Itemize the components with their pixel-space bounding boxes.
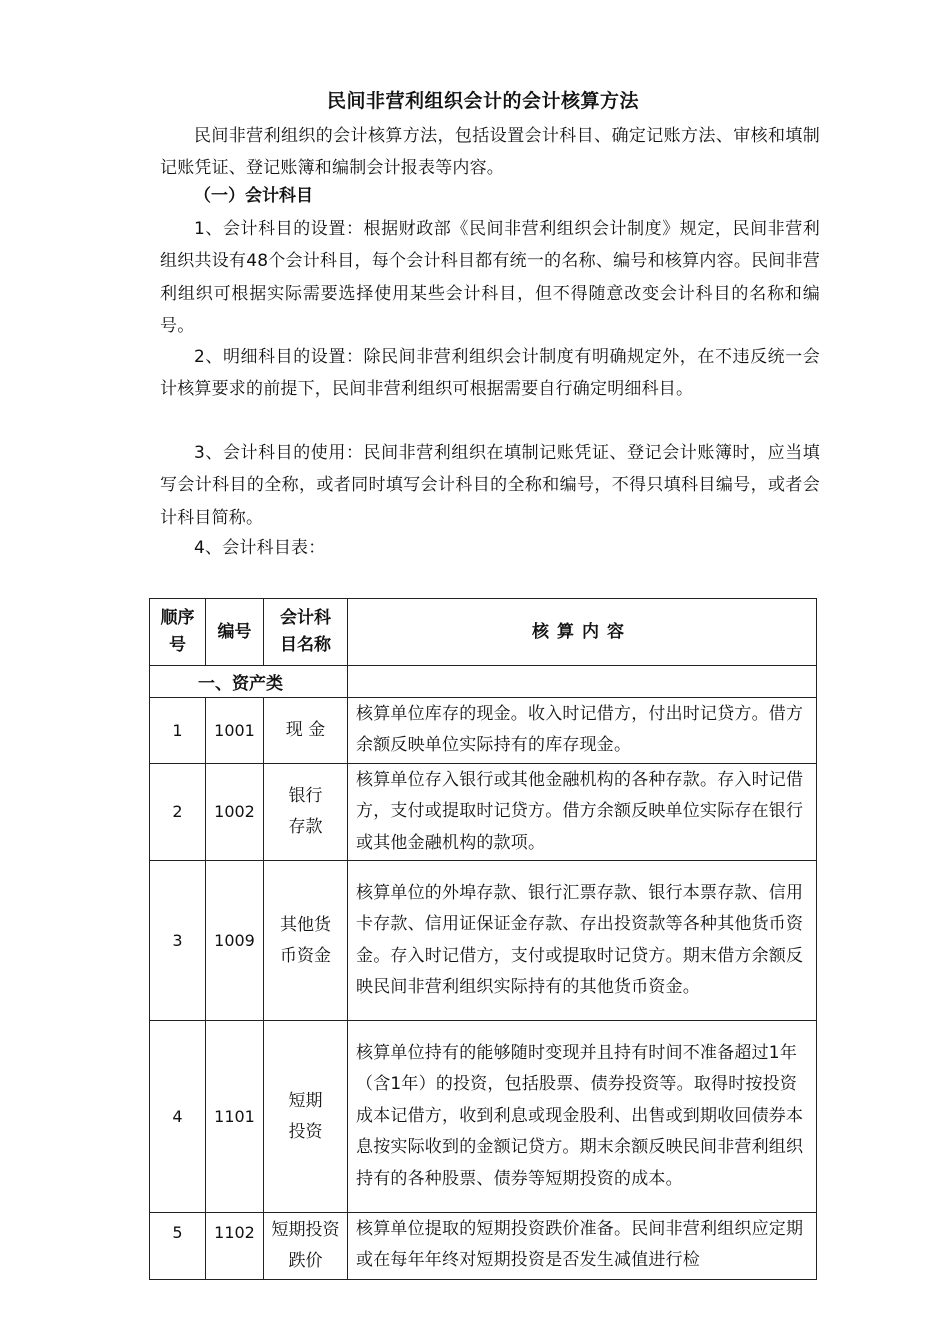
row-desc: 核算单位库存的现金。收入时记借方，付出时记贷方。借方余额反映单位实际持有的库存现金。 <box>348 698 817 764</box>
row-name: 其他货币资金 <box>264 861 348 1021</box>
section-empty-cell <box>348 666 817 698</box>
row-desc: 核算单位持有的能够随时变现并且持有时间不准备超过1年（含1年）的投资，包括股票、债券投资等。取得时按投资成本记借方，收到利息或现金股利、出售或到期收回债券本息按实际收到的金额记贷方。期末余额反映民间非营利组织持有的各种股票、债券等短期投资的成本。 <box>348 1021 817 1213</box>
row-seq: 1 <box>150 698 206 764</box>
row-seq: 2 <box>150 763 206 860</box>
section-assets-label: 一、资产类 <box>150 666 348 698</box>
document-title: 民间非营利组织会计的会计核算方法 <box>326 90 639 112</box>
row-code: 1002 <box>206 763 264 860</box>
header-seq: 顺序号 <box>150 599 206 666</box>
intro-paragraph: 民间非营利组织的会计核算方法，包括设置会计科目、确定记账方法、审核和填制记账凭证、登记账簿和编制会计报表等内容。 <box>160 126 820 179</box>
row-desc <box>348 1213 817 1280</box>
table-row <box>150 861 817 1021</box>
row-code: 1001 <box>206 698 264 764</box>
paragraph-account-table-intro: 4、会计科目表： <box>194 538 326 558</box>
table-row <box>150 698 817 764</box>
row-desc: 核算单位存入银行或其他金融机构的各种存款。存入时记借方，支付或提取时记贷方。借方余额反映单位实际存在银行或其他金融机构的款项。 <box>348 763 817 860</box>
row-name: 短期投资跌价 <box>264 1213 348 1280</box>
header-name: 会计科目名称 <box>264 599 348 666</box>
table-row <box>150 1213 817 1280</box>
paragraph-detail-accounts: 2、明细科目的设置：除民间非营利组织会计制度有明确规定外，在不违反统一会计核算要求的前提下，民间非营利组织可根据需要自行确定明细科目。 <box>160 347 820 400</box>
row-seq: 3 <box>150 861 206 1021</box>
row-code: 1102 <box>206 1213 264 1280</box>
table-row <box>150 763 817 860</box>
header-code: 编号 <box>206 599 264 666</box>
table-row <box>150 1021 817 1213</box>
row-name: 银行存款 <box>264 763 348 860</box>
section-heading-accounts: （一）会计科目 <box>194 186 313 206</box>
row-desc: 核算单位的外埠存款、银行汇票存款、银行本票存款、信用卡存款、信用证保证金存款、存出投资款等各种其他货币资金。存入时记借方，支付或提取时记贷方。期末借方余额反映民间非营利组织实际持有的其他货币资金。 <box>348 861 817 1021</box>
row-code: 1101 <box>206 1021 264 1213</box>
row-code: 1009 <box>206 861 264 1021</box>
paragraph-account-setup: 1、会计科目的设置：根据财政部《民间非营利组织会计制度》规定，民间非营利组织共设有48个会计科目，每个会计科目都有统一的名称、编号和核算内容。民间非营利组织可根据实际需要选择使用某些会计科目，但不得随意改变会计科目的名称和编号。 <box>160 219 820 337</box>
row-seq: 5 <box>150 1213 206 1280</box>
row-desc-text: 核算单位提取的短期投资跌价准备。民间非营利组织应定期或在每年年终对短期投资是否发生减值进行检 <box>356 1219 804 1271</box>
paragraph-account-usage: 3、会计科目的使用：民间非营利组织在填制记账凭证、登记会计账簿时，应当填写会计科目的全称，或者同时填写会计科目的全称和编号，不得只填科目编号，或者会计科目简称。 <box>160 443 820 528</box>
row-name: 现 金 <box>264 698 348 764</box>
header-content: 核算内容 <box>348 599 817 666</box>
account-table <box>149 598 817 1280</box>
row-name: 短期投资 <box>264 1021 348 1213</box>
table-section-row <box>150 666 817 698</box>
table-header-row <box>150 599 817 666</box>
row-seq: 4 <box>150 1021 206 1213</box>
